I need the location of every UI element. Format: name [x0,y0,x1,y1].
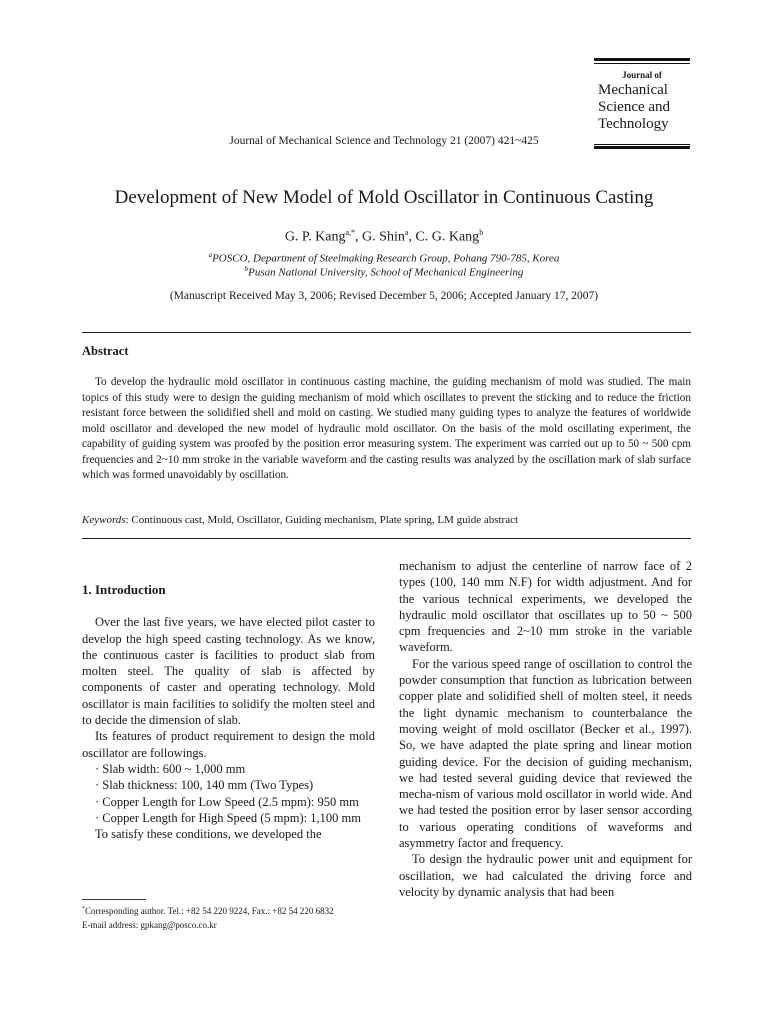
abstract-heading: Abstract [82,344,129,358]
paragraph: To design the hydraulic power unit and equipment for oscillation, we had calculated the driving force and velocity by dynamic analysis that had been [399,852,692,899]
logo-name-line: Mechanical [598,82,668,98]
affiliation-text: POSCO, Department of Steelmaking Research Group, Pohang 790-785, Korea [212,252,560,265]
footnote-line [82,902,334,918]
section-heading: 1. Introduction [82,582,166,597]
keywords-text: : Continuous cast, Mold, Oscillator, Guiding mechanism, Plate spring, LM guide abstract [125,514,519,526]
author-name: C. G. Kang [415,229,480,245]
abstract-text: To develop the hydraulic mold oscillator in continuous casting machine, the guiding mechanism of mold was studied. The main topics of this study were to design the guiding mechanism of mold which oscillates to prevent the sticking and to reduce the friction resistant force between the solidified shell and mold on casting. We studied many guiding types to analyze the features of worldwide mold oscillator and developed the new model of hydraulic mold oscillator. On the basis of the mold oscillating experiment, the capability of guiding system was proofed by the position error measuring system. The experiment was carried out up to 50 ~ 500 cpm frequencies and 2~10 mm stroke in the variable waveform and the casting results was analyzed by the oscillation mark of slab surface which was formed unavoidably by oscillation. [82,376,691,481]
affiliation [0,251,768,265]
affiliation-mark: b [244,265,249,273]
author-separator: , [408,229,416,245]
author-affil-mark: b [479,228,484,237]
logo-top-rule [594,58,690,61]
author-name: G. Shin [362,229,405,245]
author-affil-mark: a,* [345,228,356,237]
footnote-line: E-mail address: gpkang@posco.co.kr [82,920,217,930]
paragraph: Its features of product requirement to design the mold oscillator are followings. [82,729,375,760]
affiliation-mark: a [208,251,213,259]
abstract-body [82,375,691,484]
list-item: · Slab width: 600 ~ 1,000 mm [95,761,246,776]
footnote-mark: * [82,906,85,912]
footnote-text: Corresponding author. Tel.: +82 54 220 9224, Fax.: +82 54 220 6832 [85,906,334,916]
paragraph: For the various speed range of oscillation to control the powder consumption that function as lubrication between copper plate and solidified shell of molten steel, it needs the light dynamic mechanism to counterbalance the moving weight of mold oscillator (Becker et al., 1997). So, we have adapted the plate spring and linear motion guiding device. For the decision of guiding mechanism, we had tested several guiding device that reviewed the mecha-nism of various mold oscillator in world wide. And we had tested the position error by laser sensor according to various operating conditions of waveforms and asymmetry factor and frequency. [399,656,692,851]
logo-top-thin-rule [594,63,690,64]
manuscript-dates: (Manuscript Received May 3, 2006; Revised December 5, 2006; Accepted January 17, 2007) [169,290,599,302]
keywords-label: Keywords [82,514,126,526]
footnote-rule [82,899,146,900]
affiliation [0,265,768,279]
paper-title: Development of New Model of Mold Oscillator in Continuous Casting [114,187,654,208]
logo-journal-of: Journal of [622,70,662,80]
left-column [82,558,375,842]
author-name: G. P. Kang [284,229,346,245]
paragraph: Over the last five years, we have elected pilot caster to develop the high speed casting technology. As we know, the continuous caster is facilities to product slab from molten steel. The quality of slab is affected by components of caster and operating technology. Mold oscillator is main facilities to solidify the molten steel and to decide the dimension of slab. [82,615,375,728]
affiliation-text: Pusan National University, School of Mechanical Engineering [248,266,524,279]
logo-name-line: Technology [598,116,669,132]
keywords [82,514,518,526]
abstract-rule [82,538,691,539]
paragraph: mechanism to adjust the centerline of narrow face of 2 types (100, 140 mm N.F) for width adjustment. And for the various technical experiments, we developed the hydraulic mold oscillator that oscillates up to 50 ~ 500 cpm frequencies and 2~10 mm stroke in the variable waveform. [399,559,692,655]
right-column [399,558,692,900]
journal-citation: Journal of Mechanical Science and Technology 21 (2007) 421~425 [229,135,539,147]
list-item: · Copper Length for Low Speed (2.5 mpm): 950 mm [95,794,359,809]
header-rule [82,332,691,333]
footnote [82,902,334,932]
logo-name-line: Science and [598,99,671,115]
list-item: · Slab thickness: 100, 140 mm (Two Types) [95,778,314,793]
author-list [0,228,768,246]
list-item: · Copper Length for High Speed (5 mpm): 1,100 mm [95,810,361,825]
author-affil-mark: a [404,228,409,237]
paragraph: To satisfy these conditions, we developed the [95,827,322,842]
author-separator: , [355,229,363,245]
logo-journal-name [598,82,690,133]
